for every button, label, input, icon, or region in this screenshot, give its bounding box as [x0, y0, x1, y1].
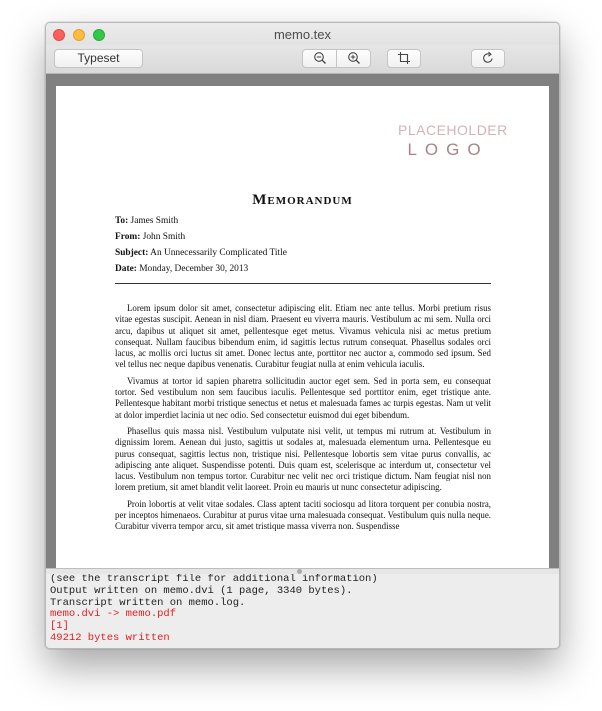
logo-bottom-text: LOGO [407, 140, 489, 159]
console-line: Transcript written on memo.log. [50, 596, 246, 609]
body-paragraph: Proin lobortis at velit vitae sodales. Class aptent taciti sociosqu ad litora torquent per conubia nostra, per inceptos himenaeos. Curabitur at purus vitae urna malesuada consequat. Vestibulum quis nulla neque. Curabitur viverra tempor arcu, sit amet tristique massa viverra non. Suspendisse [115, 498, 491, 532]
field-value: James Smith [130, 216, 179, 226]
memo-title: Memorandum [252, 192, 353, 208]
refresh-icon [481, 51, 495, 65]
pdf-page [56, 86, 549, 568]
to-field [115, 213, 287, 229]
typeset-button[interactable]: Typeset [54, 49, 143, 68]
body-paragraph: Phasellus quis massa nisl. Vestibulum vulputate nisi velit, ut tempus mi rutrum at. Vestibulum in dignissim lorem. Aenean dui justo, sagittis ut sodales at, malesuada elementum urna. Pellentesque eu purus consequat, sagittis lectus non, tristique nisi. Pellentesque lobortis sem vitae purus convallis, ac adipiscing ante aliquet. Suspendisse potenti. Duis quam est, scelerisque ac interdum ut, consectetur vel lacus. Vestibulum non tempus tortor. Curabitur nec velit nec orci tristique dictum. Nam feugiat nisl non lorem pretium, sit amet blandit velit laoreet. Proin eu mauris ut nunc consectetur adipiscing. [115, 425, 491, 493]
console-line: [1] [50, 620, 69, 633]
field-label: Subject: [115, 248, 149, 258]
zoom-out-button[interactable] [302, 49, 337, 68]
console-output[interactable] [46, 574, 559, 648]
texshop-window [45, 22, 560, 649]
date-field [115, 261, 287, 277]
field-value: John Smith [142, 232, 186, 242]
zoom-out-icon [313, 51, 327, 65]
memo-header-fields [115, 213, 287, 277]
window-title: memo.tex [273, 27, 332, 42]
crop-icon [397, 51, 411, 65]
field-label: Date: [115, 264, 137, 274]
console-line: (see the transcript file for additional information) [50, 574, 378, 585]
toolbar [46, 45, 559, 74]
field-value: An Unnecessarily Complicated Title [150, 248, 287, 258]
placeholder-logo [398, 122, 508, 160]
from-field [115, 229, 287, 245]
console-line: Output written on memo.dvi (1 page, 3340 bytes). [50, 584, 353, 597]
console-line: memo.dvi -> memo.pdf [50, 608, 177, 621]
zoom-in-icon [347, 51, 361, 65]
subject-field [115, 245, 287, 261]
field-value: Monday, December 30, 2013 [139, 264, 249, 274]
memo-body [115, 303, 491, 538]
title-bar[interactable] [46, 23, 559, 45]
body-paragraph: Lorem ipsum dolor sit amet, consectetur adipiscing elit. Etiam nec ante tellus. Morbi pretium risus vitae egestas suscipit. Aenean in nisl diam. Praesent eu viverra mauris. Vestibulum ac mi sem. Nulla orci arcu, dapibus ut aliquet sit amet, pellentesque eget metus. Vivamus vehicula nisi ac metus pretium consequat. Nullam faucibus bibendum enim, id sagittis lectus rutrum consequat. Phasellus sodales orci lacus, ac mollis orci luctus sit amet. Donec lectus ante, porttitor nec auctor a, commodo sed ipsum. Sed vel tellus nec neque dapibus venenatis. Curabitur feugiat nulla at enim vehicula iaculis. [115, 303, 491, 370]
logo-top-text: PLACEHOLDER [398, 122, 508, 138]
pdf-preview-pane[interactable] [46, 74, 559, 568]
zoom-in-button[interactable] [336, 49, 371, 68]
crop-button[interactable] [387, 49, 421, 68]
console-line: 49212 bytes written [50, 631, 170, 644]
header-divider [115, 283, 491, 284]
refresh-button[interactable] [471, 49, 505, 68]
field-label: To: [115, 216, 129, 226]
field-label: From: [115, 232, 141, 242]
body-paragraph: Vivamus at tortor id sapien pharetra sollicitudin auctor eget sem. Sed in porta sem, eu consequat tortor. Sed vestibulum non sem faucibus iaculis. Pellentesque sed porttitor enim, eget tristique ante. Pellentesque habitant morbi tristique senectus et netus et malesuada fames ac turpis egestas. Nam ut velit at dolor imperdiet lacinia ut nec odio. Sed consectetur euismod dui eget bibendum. [115, 375, 491, 420]
